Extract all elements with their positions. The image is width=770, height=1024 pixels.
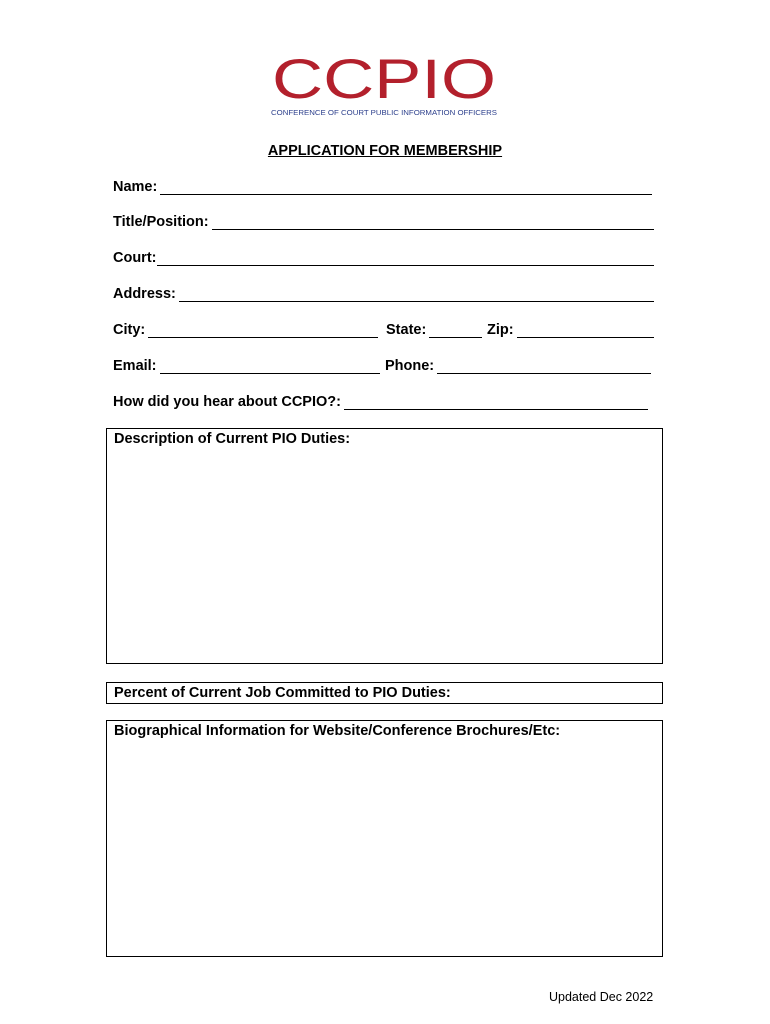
- state-line[interactable]: [429, 323, 482, 338]
- logo-wordmark: CCPIO: [272, 48, 496, 110]
- percent-box[interactable]: [106, 682, 663, 704]
- name-field: [113, 179, 652, 195]
- address-line[interactable]: [179, 287, 654, 302]
- phone-line[interactable]: [437, 359, 651, 374]
- duties-box[interactable]: [106, 428, 663, 664]
- updated-note: Updated Dec 2022: [549, 990, 654, 1004]
- court-line[interactable]: [157, 251, 655, 266]
- email-field: [113, 358, 380, 374]
- city-label: City:: [113, 322, 146, 338]
- name-label: Name:: [113, 179, 158, 195]
- zip-line[interactable]: [517, 323, 654, 338]
- title-position-field: [113, 214, 654, 230]
- title-position-line[interactable]: [212, 215, 654, 230]
- title-position-label: Title/Position:: [113, 214, 209, 230]
- address-field: [113, 286, 654, 302]
- percent-label: Percent of Current Job Committed to PIO Duties:: [114, 685, 451, 701]
- state-field: [386, 322, 482, 338]
- hear-about-line[interactable]: [344, 395, 648, 410]
- court-field: [113, 250, 654, 266]
- ccpio-logo: [268, 48, 500, 120]
- phone-field: [385, 358, 651, 374]
- court-label: Court:: [113, 250, 157, 266]
- hear-about-field: [113, 394, 648, 410]
- form-title: APPLICATION FOR MEMBERSHIP: [267, 143, 503, 159]
- city-line[interactable]: [148, 323, 378, 338]
- bio-box[interactable]: [106, 720, 663, 957]
- bio-label: Biographical Information for Website/Conference Brochures/Etc:: [114, 723, 561, 739]
- hear-about-label: How did you hear about CCPIO?:: [113, 394, 341, 410]
- logo-tagline: CONFERENCE OF COURT PUBLIC INFORMATION OFFICERS: [271, 108, 498, 117]
- name-line[interactable]: [160, 180, 652, 195]
- address-label: Address:: [113, 286, 176, 302]
- zip-label: Zip:: [487, 322, 514, 338]
- duties-label: Description of Current PIO Duties:: [114, 431, 351, 447]
- phone-label: Phone:: [385, 358, 435, 374]
- state-label: State:: [386, 322, 427, 338]
- zip-field: [487, 322, 654, 338]
- email-line[interactable]: [160, 359, 380, 374]
- city-field: [113, 322, 378, 338]
- email-label: Email:: [113, 358, 157, 374]
